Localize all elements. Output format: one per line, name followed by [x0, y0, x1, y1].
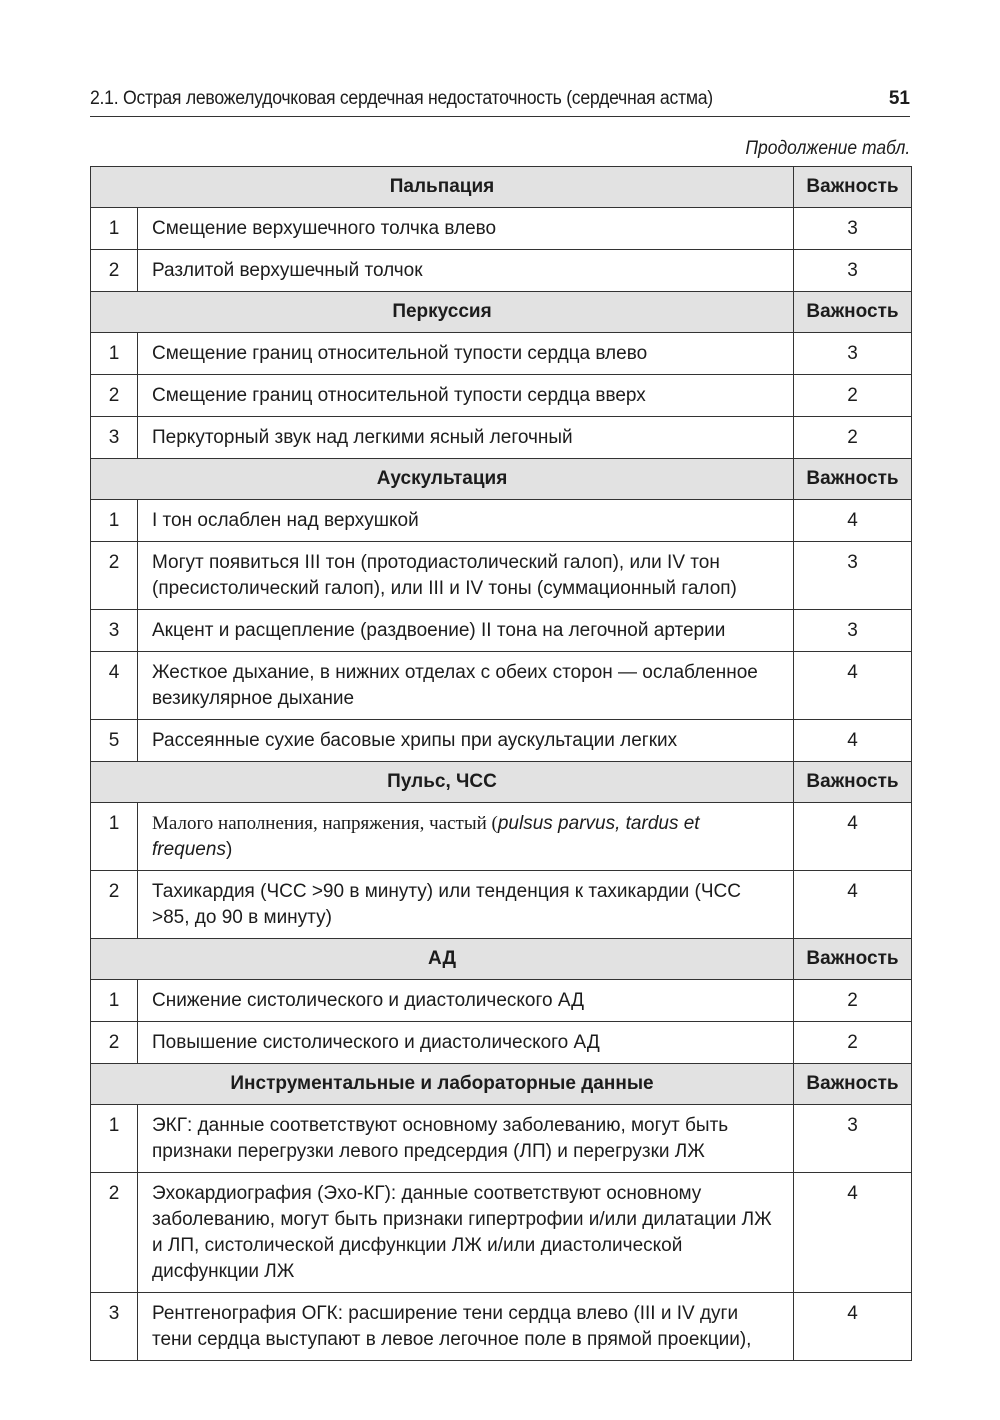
row-number: 2 — [91, 375, 138, 417]
row-text: Эхокардиография (Эхо-КГ): данные соответствуют основному заболеванию, могут быть признаки гипертрофии и/или дилатации ЛЖ и ЛП, систолической дисфункции ЛЖ и/или диастолической дисфункции ЛЖ — [138, 1173, 794, 1293]
table-row — [91, 1173, 912, 1293]
row-number: 3 — [91, 417, 138, 459]
row-text: Смещение границ относительной тупости сердца вверх — [138, 375, 794, 417]
row-number: 1 — [91, 980, 138, 1022]
row-text: Смещение границ относительной тупости сердца влево — [138, 333, 794, 375]
row-number: 2 — [91, 1173, 138, 1293]
table-row — [91, 250, 912, 292]
row-text: Рентгенография ОГК: расширение тени сердца влево (III и IV дуги тени сердца выступают в левое легочное поле в прямой проекции), — [138, 1293, 794, 1361]
importance-header: Важность — [794, 762, 912, 803]
importance-header: Важность — [794, 1064, 912, 1105]
table-row — [91, 1022, 912, 1064]
table-row — [91, 803, 912, 871]
row-importance: 2 — [794, 375, 912, 417]
row-importance: 4 — [794, 871, 912, 939]
table-row — [91, 542, 912, 610]
row-text: I тон ослаблен над верхушкой — [138, 500, 794, 542]
section-title: Пульс, ЧСС — [91, 762, 794, 803]
row-importance: 3 — [794, 1105, 912, 1173]
row-number: 3 — [91, 1293, 138, 1361]
row-text-plain: Малого наполнения, напряжения, частый ( — [152, 813, 498, 834]
row-importance: 4 — [794, 500, 912, 542]
table-row — [91, 1293, 912, 1361]
row-text: ЭКГ: данные соответствуют основному заболеванию, могут быть признаки перегрузки левого предсердия (ЛП) и перегрузки ЛЖ — [138, 1105, 794, 1173]
row-text: Перкуторный звук над легкими ясный легочный — [138, 417, 794, 459]
table-row — [91, 871, 912, 939]
importance-header: Важность — [794, 292, 912, 333]
row-text-end: ) — [225, 839, 233, 860]
section-header-row — [91, 939, 912, 980]
running-header-title: 2.1. Острая левожелудочковая сердечная недостаточность (сердечная астма) — [90, 88, 713, 109]
section-title: АД — [91, 939, 794, 980]
table-row — [91, 610, 912, 652]
row-number: 2 — [91, 250, 138, 292]
row-text — [138, 803, 794, 871]
row-importance: 4 — [794, 1293, 912, 1361]
table-row — [91, 375, 912, 417]
section-title: Инструментальные и лабораторные данные — [91, 1064, 794, 1105]
section-title: Аускультация — [91, 459, 794, 500]
row-number: 1 — [91, 1105, 138, 1173]
row-number: 2 — [91, 542, 138, 610]
table-row — [91, 652, 912, 720]
row-number: 2 — [91, 871, 138, 939]
row-importance: 2 — [794, 980, 912, 1022]
page-number: 51 — [888, 88, 910, 109]
row-text: Рассеянные сухие басовые хрипы при аускультации легких — [138, 720, 794, 762]
row-text: Тахикардия (ЧСС >90 в минуту) или тенденция к тахикардии (ЧСС >85, до 90 в минуту) — [138, 871, 794, 939]
row-text: Акцент и расщепление (раздвоение) II тона на легочной артерии — [138, 610, 794, 652]
row-text: Жесткое дыхание, в нижних отделах с обеих сторон — ослабленное везикулярное дыхание — [138, 652, 794, 720]
row-importance: 4 — [794, 652, 912, 720]
section-header-row — [91, 762, 912, 803]
symptoms-table — [90, 166, 912, 1361]
table-row — [91, 333, 912, 375]
importance-header: Важность — [794, 167, 912, 208]
section-title: Пальпация — [91, 167, 794, 208]
section-header-row — [91, 1064, 912, 1105]
row-number: 1 — [91, 803, 138, 871]
row-importance: 3 — [794, 333, 912, 375]
row-importance: 4 — [794, 803, 912, 871]
row-importance: 2 — [794, 417, 912, 459]
row-number: 1 — [91, 333, 138, 375]
importance-header: Важность — [794, 939, 912, 980]
row-number: 4 — [91, 652, 138, 720]
table-row — [91, 500, 912, 542]
section-title: Перкуссия — [91, 292, 794, 333]
row-number: 2 — [91, 1022, 138, 1064]
running-header — [90, 88, 910, 117]
row-text-latin: pulsus parvus, tardus et frequens — [152, 813, 700, 860]
table-continuation-label: Продолжение табл. — [745, 138, 910, 159]
table-row — [91, 208, 912, 250]
table-row — [91, 417, 912, 459]
row-number: 1 — [91, 208, 138, 250]
row-importance: 3 — [794, 250, 912, 292]
row-text: Могут появиться III тон (протодиастолический галоп), или IV тон (пресистолический галоп), или III и IV тоны (суммационный галоп) — [138, 542, 794, 610]
section-header-row — [91, 459, 912, 500]
section-header-row — [91, 292, 912, 333]
row-importance: 2 — [794, 1022, 912, 1064]
row-importance: 3 — [794, 542, 912, 610]
row-text: Смещение верхушечного толчка влево — [138, 208, 794, 250]
row-importance: 4 — [794, 720, 912, 762]
row-importance: 3 — [794, 208, 912, 250]
row-number: 3 — [91, 610, 138, 652]
table-row — [91, 720, 912, 762]
row-number: 1 — [91, 500, 138, 542]
row-number: 5 — [91, 720, 138, 762]
row-text: Снижение систолического и диастолического АД — [138, 980, 794, 1022]
table-row — [91, 980, 912, 1022]
section-header-row — [91, 167, 912, 208]
row-importance: 4 — [794, 1173, 912, 1293]
row-importance: 3 — [794, 610, 912, 652]
row-text: Разлитой верхушечный толчок — [138, 250, 794, 292]
table-row — [91, 1105, 912, 1173]
importance-header: Важность — [794, 459, 912, 500]
row-text: Повышение систолического и диастолического АД — [138, 1022, 794, 1064]
